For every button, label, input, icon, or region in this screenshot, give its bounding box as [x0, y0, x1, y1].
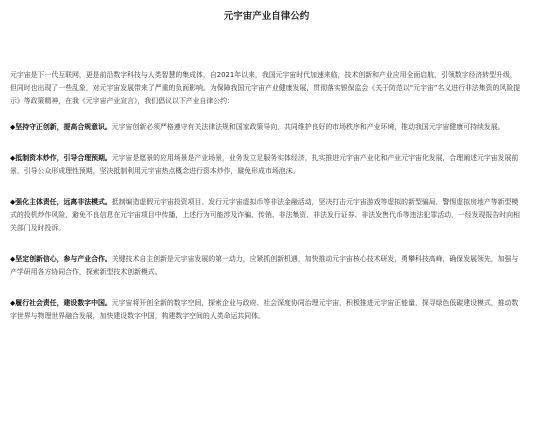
- section-lead: ◆强化主体责任，远离非法模式。: [10, 198, 112, 206]
- section-body: 抵制编造虚假元宇宙投资项目、发行元宇宙虚拟币等非法金融活动，坚决打击元宇宙游戏等虚拟的新型骗局，警惕虚拟房地产等新型模式的投机炒作风险，避免不良信息在元宇宙项目中传播，上述行为可能涉及诈骗、传销、非法集资、非法发行证券、非法发售代币等违法犯罪活动，一经发现报告时向相关部门及时投诉。: [10, 198, 520, 232]
- document-title: 元宇宙产业自律公约: [223, 11, 310, 22]
- section-body: 元宇宙创新必须严格遵守有关法律法规和国家政策导向，共同维护良好的市场秩序和产业环境，推动我国元宇宙健康可持续发展。: [111, 123, 505, 131]
- section-lead: ◆履行社会责任，建设数字中国。: [10, 299, 112, 307]
- section-body: 元宇宙是愿景的应用场景是产业场景，业务发立足服务实体经济，扎实推进元宇宙产业化和产业元宇宙化发展，合理阐述元宇宙发展前景，引导公众形成理性预期，坚决抵制利用元宇宙热点概念进行资本炒作，避免形成市场泡沫。: [10, 154, 519, 175]
- section-paragraph: [10, 297, 523, 323]
- section-paragraph: [10, 152, 523, 178]
- section-lead: ◆坚定创新信心，参与产业合作。: [10, 255, 112, 263]
- section-body: 元宇宙将开创全新的数字空间，探索企业与政府、社会深度协同治理元宇宙，积极推进元宇宙正能量，探寻绿色低碳建设模式，推动数字世界与物理世界融合发展，加快建设数字中国，构建数字空间的人类命运共同体。: [10, 299, 519, 320]
- section-paragraph: [10, 121, 523, 134]
- section-lead: ◆抵制资本炒作，引导合理预期。: [10, 154, 112, 162]
- intro-paragraph: 元宇宙是下一代互联网，更是前沿数字科技与人类智慧的集成体，自2021年以来，我国元宇宙时代加速来临，技术创新和产业应用全面启航，引领数字经济转型升级，但同时也出现了一些乱象，对元宇宙发展带来了严重的负面影响。为保障我国元宇宙产业健康发展，贯彻落实银保监会《关于防范以“元宇宙”名义进行非法集资的风险提示》等政策精神，在我《元宇宙产业宣言》，我们倡议以下产业自律公约：: [10, 71, 521, 105]
- section-paragraph: [10, 253, 523, 279]
- section-paragraph: [10, 196, 523, 235]
- section-body: 关键技术自主创新是元宇宙发展的第一动力，应紧抓创新机遇，加快推动元宇宙核心技术研发，勇攀科技高峰，确保发展领先，加强与产学研用各方协同合作，探索新型技术创新模式。: [10, 255, 519, 276]
- section-lead: ◆坚持守正创新，提高合规意识。: [10, 123, 112, 131]
